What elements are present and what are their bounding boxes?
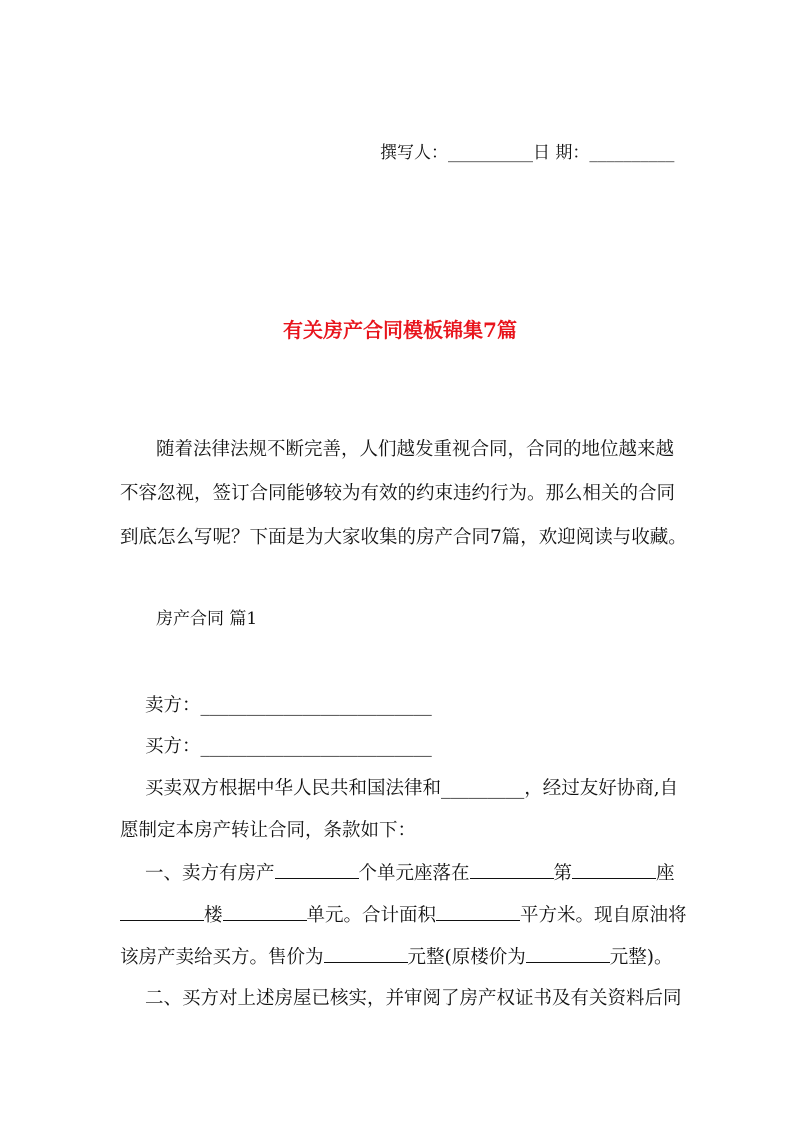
document-title: 有关房产合同模板锦集7篇 [283, 318, 517, 342]
fill-blank [324, 948, 408, 963]
intro-line-2: 不容忽视，签订合同能够较为有效的约束违约行为。那么相关的合同 [120, 483, 676, 504]
law-blank: _________ [441, 778, 525, 799]
date-label: 日 期： [533, 143, 590, 163]
body-text: 座 [656, 863, 675, 884]
fill-blank [526, 948, 610, 963]
seller-line [145, 697, 432, 716]
fill-blank [470, 864, 554, 879]
clause-1-line-3 [120, 948, 672, 968]
body-text: 个单元座落在 [358, 863, 470, 884]
clause-2-line-1: 二、买方对上述房屋已核实，并审阅了房产权证书及有关资料后同 [145, 988, 682, 1009]
fill-blank [223, 906, 307, 921]
seller-label: 卖方： [145, 695, 201, 716]
body-text: 第 [553, 863, 573, 884]
intro-line-3: 到底怎么写呢？下面是为大家收集的房产合同7篇，欢迎阅读与收藏。 [120, 527, 687, 548]
header-signature-line [380, 138, 674, 163]
author-blank: __________ [448, 143, 533, 163]
fill-blank [275, 864, 359, 879]
seller-blank: _________________________ [200, 695, 432, 716]
section-heading: 房产合同 篇1 [156, 609, 258, 629]
body-text: 该房产卖给买方。售价为 [120, 947, 324, 968]
clause-1-line-1 [145, 864, 675, 884]
body-text: 一、卖方有房产 [145, 863, 275, 884]
body-text: 楼 [204, 905, 223, 926]
fill-blank [572, 864, 656, 879]
buyer-label: 买方： [145, 736, 201, 757]
body-p1-line-1 [145, 780, 678, 799]
author-label: 撰写人： [380, 143, 448, 163]
date-blank: __________ [589, 143, 675, 163]
fill-blank [120, 906, 204, 921]
clause-1-line-2 [120, 906, 687, 926]
fill-blank [436, 906, 520, 921]
buyer-blank: _________________________ [200, 736, 432, 757]
body-text: 元整(原楼价为 [407, 947, 526, 968]
body-p1-line-2: 愿制定本房产转让合同，条款如下： [120, 820, 417, 841]
body-text: 元整)。 [609, 947, 673, 968]
body-text: 平方米。现自原油将 [520, 905, 687, 926]
body-text: 单元。合计面积 [306, 905, 437, 926]
body-text: ，经过友好协商,自 [524, 778, 679, 799]
intro-line-1: 随着法律法规不断完善，人们越发重视合同，合同的地位越来越 [156, 439, 675, 460]
buyer-line [145, 738, 432, 757]
body-text: 买卖双方根据中华人民共和国法律和 [145, 778, 442, 799]
